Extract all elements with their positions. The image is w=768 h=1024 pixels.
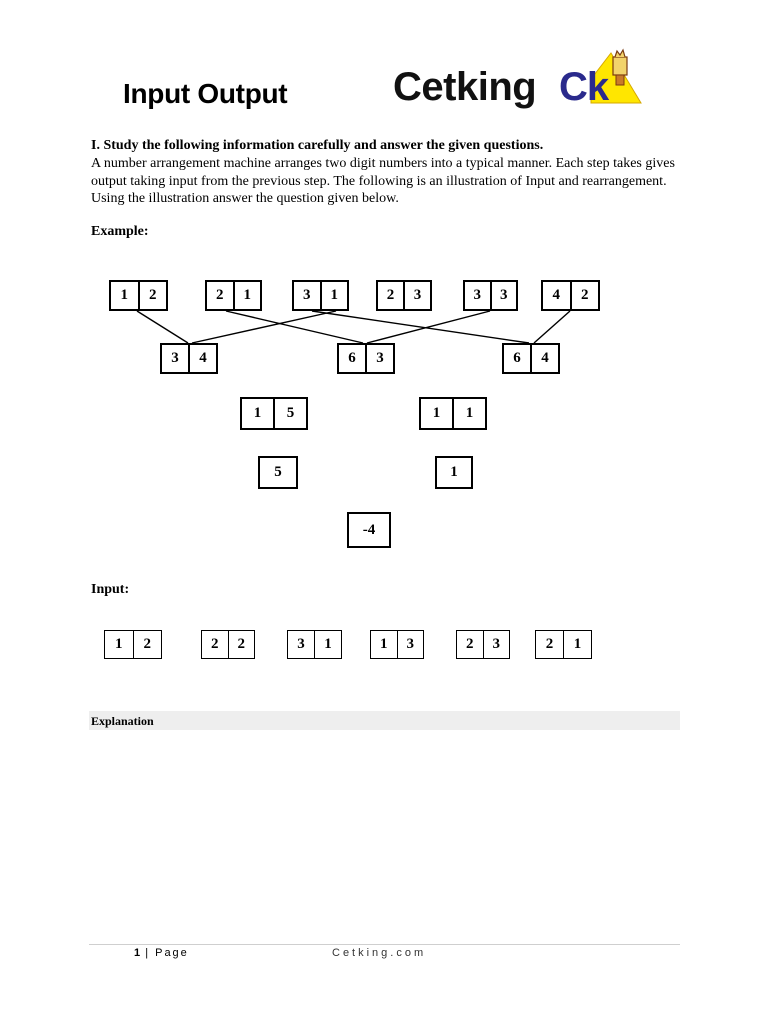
box-digit: -4 — [362, 521, 376, 538]
box-digit: 6 — [513, 350, 521, 366]
input-label: Input: — [91, 582, 130, 597]
box-digit: 3 — [490, 282, 517, 309]
example-box-1 — [109, 280, 168, 311]
input-box-2 — [201, 630, 255, 659]
box-digit: 1 — [450, 464, 458, 480]
box-digit: 1 — [320, 282, 348, 309]
box-digit: 3 — [483, 631, 510, 658]
example-sum-box-3 — [502, 343, 560, 374]
page-number: 1 — [134, 947, 141, 959]
example-box-5 — [463, 280, 518, 311]
box-digit: 3 — [473, 287, 481, 303]
box-digit: 3 — [397, 631, 424, 658]
box-digit: 4 — [530, 345, 558, 372]
input-box-4 — [370, 630, 424, 659]
box-digit: 2 — [466, 636, 474, 652]
connector-line — [192, 311, 336, 343]
box-digit: 1 — [432, 405, 441, 421]
box-digit: 2 — [138, 282, 167, 309]
footer-site: Cetking.com — [332, 947, 427, 959]
box-digit: 1 — [380, 636, 388, 652]
example-step3-box-1 — [240, 397, 308, 430]
example-step3-box-2 — [419, 397, 487, 430]
connector-line — [534, 311, 570, 343]
box-digit: 1 — [563, 631, 591, 658]
connector-line — [137, 311, 188, 343]
intro-paragraph: A number arrangement machine arranges two digit numbers into a typical manner. Each step takes gives output taking input from the previous step. The following is an illustration of Input and rearrangement. Using the illustration answer the question given below. — [91, 156, 675, 206]
input-box-1 — [104, 630, 162, 659]
example-label: Example: — [91, 224, 149, 239]
example-sum-box-2 — [337, 343, 395, 374]
box-digit: 2 — [386, 287, 395, 303]
example-box-4 — [376, 280, 432, 311]
example-box-3 — [292, 280, 349, 311]
box-digit: 1 — [452, 399, 485, 428]
box-digit: 1 — [314, 631, 341, 658]
footer-page — [134, 947, 189, 959]
example-step4-box-2 — [435, 456, 473, 489]
question-heading: I. Study the following information carefully and answer the given questions. — [91, 138, 544, 153]
box-digit: 2 — [133, 631, 162, 658]
box-digit: 1 — [120, 287, 128, 303]
example-result-box — [347, 512, 391, 548]
box-digit: 6 — [348, 350, 356, 366]
example-step4-box-1 — [258, 456, 298, 489]
box-digit: 4 — [552, 287, 560, 303]
box-digit: 3 — [297, 636, 305, 652]
example-sum-box-1 — [160, 343, 218, 374]
input-box-6 — [535, 630, 592, 659]
box-digit: 2 — [228, 631, 255, 658]
box-digit: 3 — [365, 345, 393, 372]
example-box-2 — [205, 280, 262, 311]
page-title: Input Output — [123, 78, 288, 109]
connector-line — [367, 311, 490, 343]
box-digit: 2 — [211, 636, 219, 652]
footer-divider — [89, 944, 680, 945]
box-digit: 2 — [216, 287, 224, 303]
input-box-3 — [287, 630, 342, 659]
logo-ck: Ck — [559, 65, 609, 109]
box-digit: 5 — [274, 464, 282, 480]
input-box-5 — [456, 630, 510, 659]
box-digit: 2 — [545, 636, 554, 652]
box-digit: 2 — [570, 282, 599, 309]
example-box-6 — [541, 280, 600, 311]
box-digit: 3 — [303, 287, 311, 303]
box-digit: 1 — [115, 636, 123, 652]
box-digit: 1 — [233, 282, 261, 309]
explanation-label: Explanation — [91, 714, 154, 728]
box-digit: 3 — [171, 350, 179, 366]
box-digit: 1 — [253, 405, 262, 421]
box-digit: 5 — [273, 399, 306, 428]
explanation-bar — [89, 711, 680, 730]
box-digit: 3 — [403, 282, 430, 309]
page-word: | Page — [145, 947, 189, 959]
box-digit: 4 — [188, 345, 216, 372]
logo-text: Cetking — [393, 65, 537, 109]
